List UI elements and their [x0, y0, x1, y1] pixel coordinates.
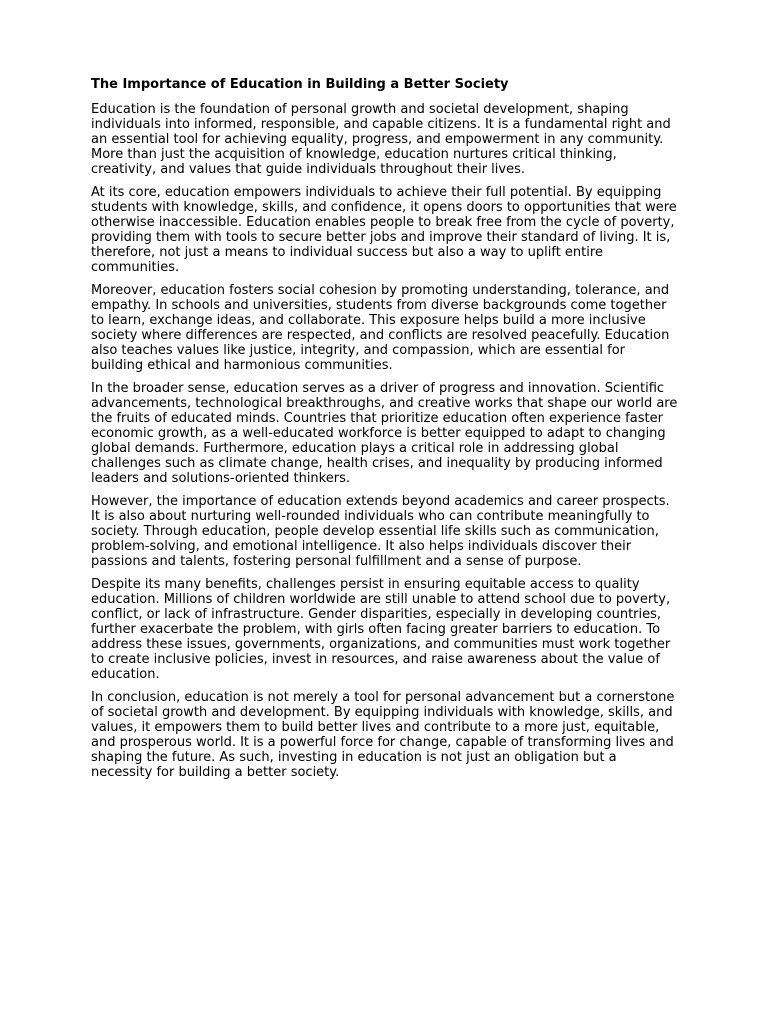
document-title: The Importance of Education in Building a Better Society: [91, 77, 509, 92]
document-body: [91, 77, 681, 788]
paragraph-6: Despite its many benefits, challenges persist in ensuring equitable access to quality education. Millions of children worldwide are still unable to attend school due to poverty, conflict, or lack of infrastructure. Gender disparities, especially in developing countries, further exacerbate the problem, with girls often facing greater barriers to education. To address these issues, governments, organizations, and communities must work together to create inclusive policies, invest in resources, and raise awareness about the value of education.: [91, 577, 671, 682]
paragraph-2: At its core, education empowers individuals to achieve their full potential. By equipping students with knowledge, skills, and confidence, it opens doors to opportunities that were otherwise inaccessible. Education enables people to break free from the cycle of poverty, providing them with tools to secure better jobs and improve their standard of living. It is, therefore, not just a means to individual success but also a way to uplift entire communities.: [91, 185, 677, 275]
paragraph-1: Education is the foundation of personal growth and societal development, shaping individuals into informed, responsible, and capable citizens. It is a fundamental right and an essential tool for achieving equality, progress, and empowerment in any community. More than just the acquisition of knowledge, education nurtures critical thinking, creativity, and values that guide individuals throughout their lives.: [91, 102, 671, 177]
paragraph-7: In conclusion, education is not merely a tool for personal advancement but a cornerstone of societal growth and development. By equipping individuals with knowledge, skills, and values, it empowers them to build better lives and contribute to a more just, equitable, and prosperous world. It is a powerful force for change, capable of transforming lives and shaping the future. As such, investing in education is not just an obligation but a necessity for building a better society.: [91, 690, 675, 780]
paragraph-3: Moreover, education fosters social cohesion by promoting understanding, tolerance, and empathy. In schools and universities, students from diverse backgrounds come together to learn, exchange ideas, and collaborate. This exposure helps build a more inclusive society where differences are respected, and conflicts are resolved peacefully. Education also teaches values like justice, integrity, and compassion, which are essential for building ethical and harmonious communities.: [91, 283, 670, 373]
paragraph-5: However, the importance of education extends beyond academics and career prospects. It is also about nurturing well-rounded individuals who can contribute meaningfully to society. Through education, people develop essential life skills such as communication, problem-solving, and emotional intelligence. It also helps individuals discover their passions and talents, fostering personal fulfillment and a sense of purpose.: [91, 494, 670, 569]
paragraph-4: In the broader sense, education serves as a driver of progress and innovation. Scientific advancements, technological breakthroughs, and creative works that shape our world are the fruits of educated minds. Countries that prioritize education often experience faster economic growth, as a well-educated workforce is better equipped to adapt to changing global demands. Furthermore, education plays a critical role in addressing global challenges such as climate change, health crises, and inequality by producing informed leaders and solutions-oriented thinkers.: [91, 381, 678, 486]
